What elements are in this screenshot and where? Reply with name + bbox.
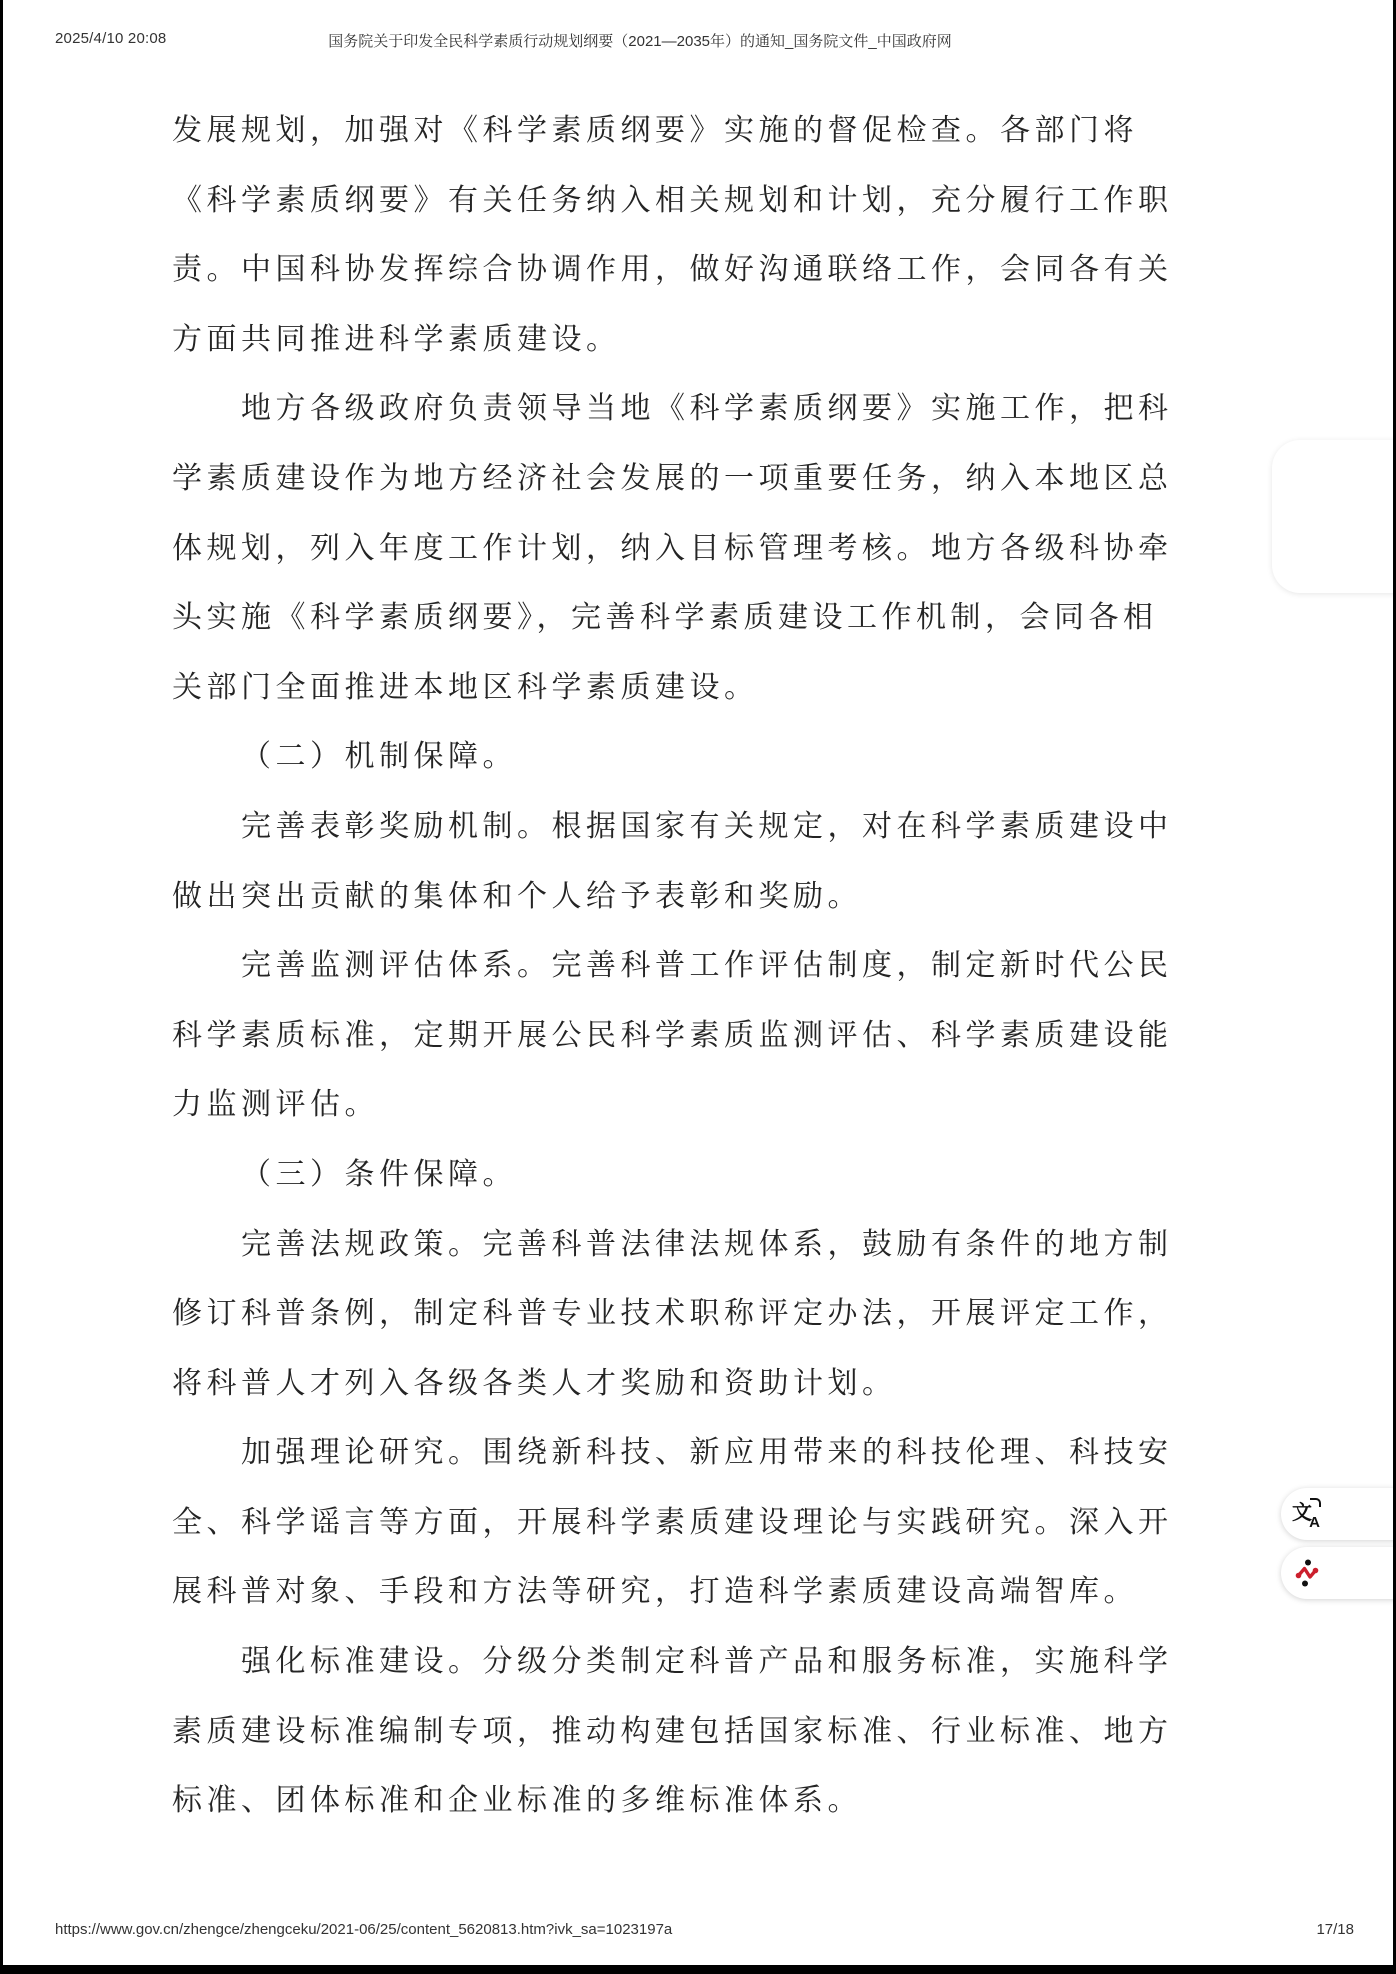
text-line: 全、科学谣言等方面，开展科学素质建设理论与实践研究。深入开: [172, 1505, 1173, 1539]
text-line: 强化标准建设。分级分类制定科普产品和服务标准，实施科学: [241, 1645, 1173, 1679]
text-line: 体规划，列入年度工作计划，纳入目标管理考核。地方各级科协牵: [172, 531, 1173, 565]
text-line: 完善表彰奖励机制。根据国家有关规定，对在科学素质建设中: [241, 809, 1173, 843]
window-edge-left: [0, 0, 3, 1974]
text-line: 做出突出贡献的集体和个人给予表彰和奖励。: [172, 879, 862, 913]
extension-button[interactable]: [1281, 1547, 1396, 1599]
text-line: 责。中国科协发挥综合协调作用，做好沟通联络工作，会同各有关: [172, 253, 1173, 287]
node-graph-icon: [1292, 1558, 1322, 1588]
text-line: 方面共同推进科学素质建设。: [172, 322, 621, 356]
print-header-timestamp: 2025/4/10 20:08: [55, 30, 167, 47]
translate-button[interactable]: [1281, 1488, 1396, 1540]
window-edge-bottom: [0, 1965, 1396, 1974]
print-footer-page-indicator: 17/18: [1316, 1921, 1354, 1938]
floating-widget-remnant: [1272, 440, 1396, 593]
text-line: 发展规划，加强对《科学素质纲要》实施的督促检查。各部门将: [172, 114, 1138, 147]
text-line: 力监测评估。: [172, 1088, 379, 1122]
text-line: 关部门全面推进本地区科学素质建设。: [172, 670, 759, 704]
text-line: （二）机制保障。: [241, 740, 517, 774]
text-line: 学素质建设作为地方经济社会发展的一项重要任务，纳入本地区总: [172, 461, 1173, 495]
text-line: 展科普对象、手段和方法等研究，打造科学素质建设高端智库。: [172, 1575, 1138, 1609]
text-line: 完善法规政策。完善科普法律法规体系，鼓励有条件的地方制: [241, 1227, 1173, 1261]
text-line: 标准、团体标准和企业标准的多维标准体系。: [172, 1784, 862, 1818]
text-line: 修订科普条例，制定科普专业技术职称评定办法，开展评定工作，: [172, 1297, 1173, 1331]
print-header-page-title: 国务院关于印发全民科学素质行动规划纲要（2021—2035年）的通知_国务院文件_中国政府网: [328, 33, 952, 50]
text-line: 科学素质标准，定期开展公民科学素质监测评估、科学素质建设能: [172, 1018, 1173, 1052]
text-line: 地方各级政府负责领导当地《科学素质纲要》实施工作，把科: [241, 392, 1173, 426]
text-line: 完善监测评估体系。完善科普工作评估制度，制定新时代公民: [241, 949, 1173, 983]
translate-icon: 文 A: [1292, 1499, 1322, 1529]
text-line: 将科普人才列入各级各类人才奖励和资助计划。: [172, 1366, 897, 1400]
text-line: （三）条件保障。: [241, 1157, 517, 1191]
text-line: 素质建设标准编制专项，推动构建包括国家标准、行业标准、地方: [172, 1714, 1173, 1748]
text-line: 加强理论研究。围绕新科技、新应用带来的科技伦理、科技安: [241, 1436, 1173, 1470]
print-footer-url: https://www.gov.cn/zhengce/zhengceku/2021-06/25/content_5620813.htm?ivk_sa=1023197a: [55, 1921, 673, 1938]
text-line: 头实施《科学素质纲要》，完善科学素质建设工作机制，会同各相: [172, 601, 1158, 635]
document-lines: [172, 96, 1242, 1836]
text-line: 《科学素质纲要》有关任务纳入相关规划和计划，充分履行工作职: [172, 183, 1173, 217]
